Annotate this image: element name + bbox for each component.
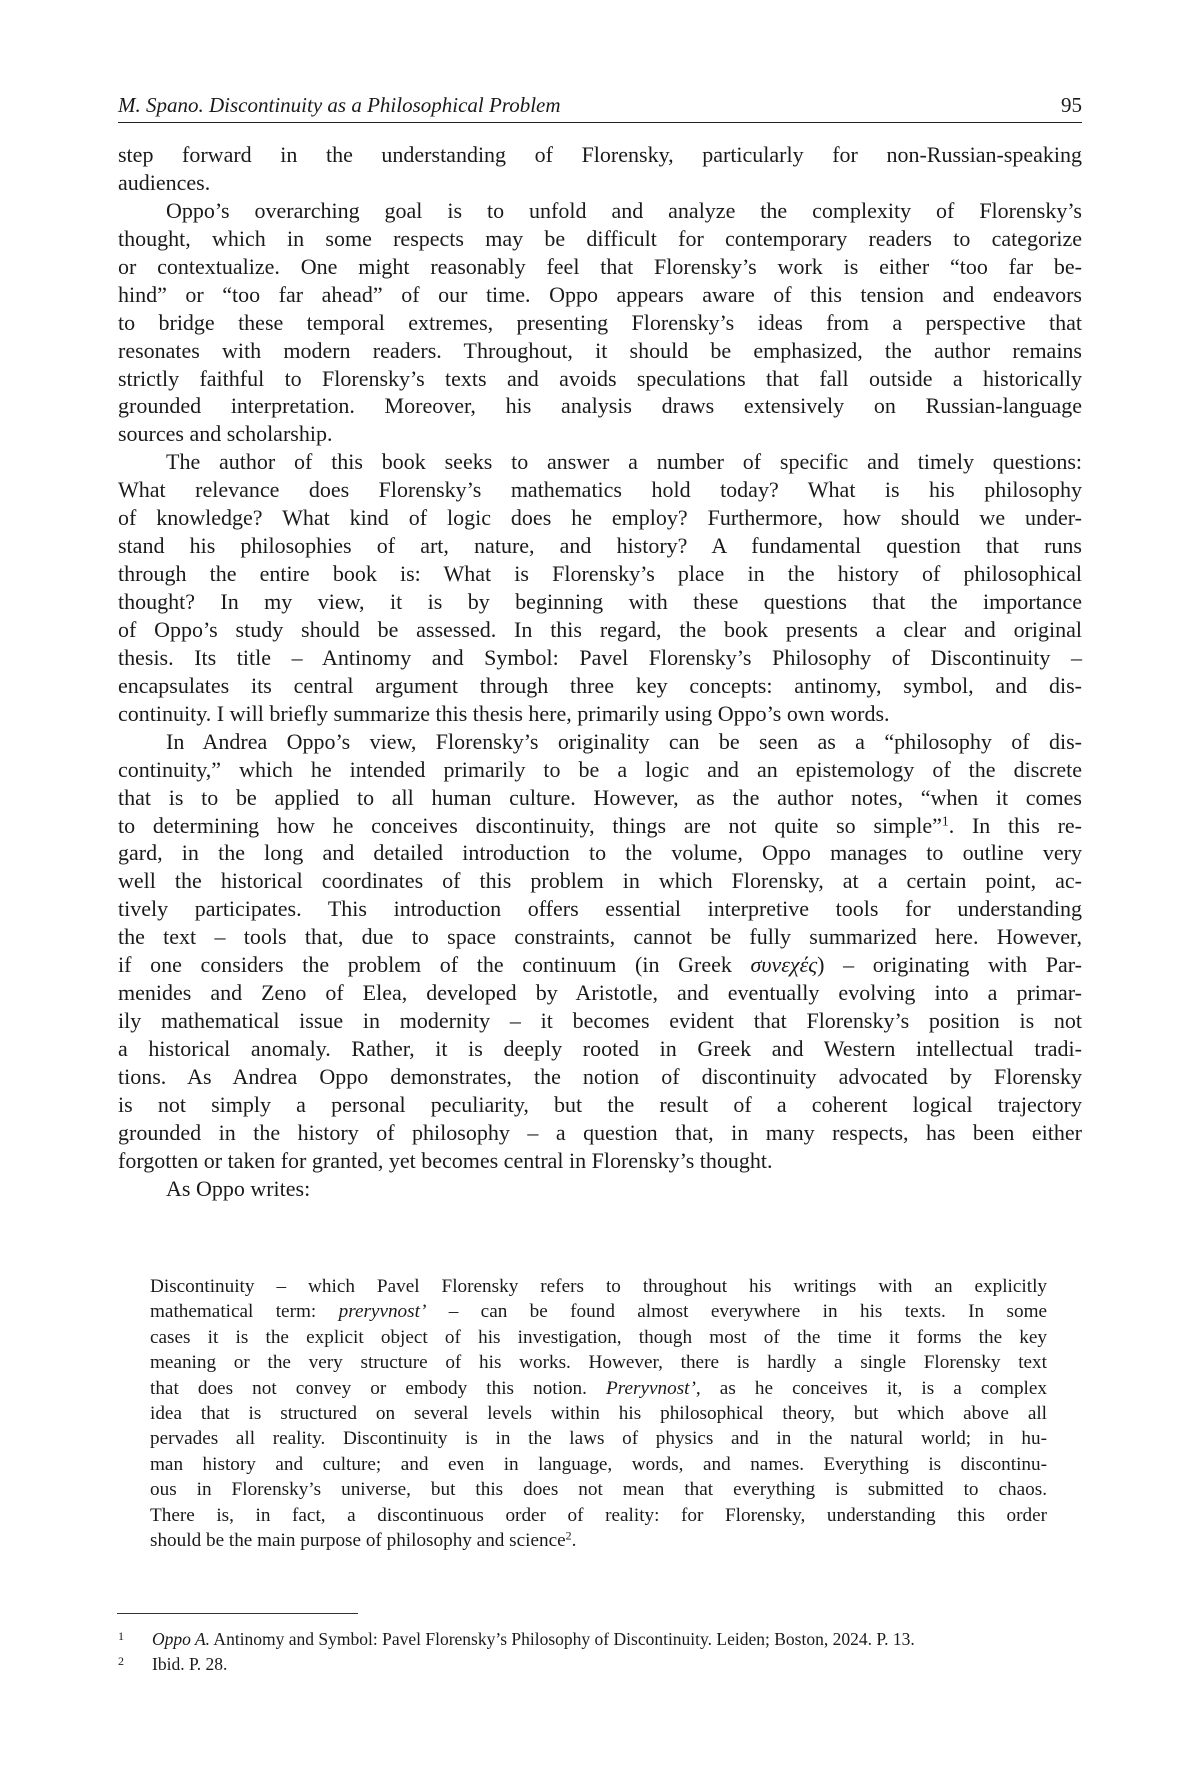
paragraph-2 — [118, 197, 1082, 448]
text-line: or contextualize. One might reasonably feel that Florensky’s work is either “too far be- — [118, 253, 1082, 279]
text-line: of Oppo’s study should be assessed. In this regard, the book presents a clear and original — [118, 616, 1082, 642]
text-segment: should be the main purpose of philosophy and science — [150, 1529, 566, 1551]
text-segment: ) – originating with Par- — [817, 952, 1082, 978]
text-line — [118, 951, 1082, 979]
text-line: to bridge these temporal extremes, presenting Florensky’s ideas from a perspective that — [118, 309, 1082, 335]
text-line: The author of this book seeks to answer a number of specific and timely questions: — [166, 449, 1082, 475]
text-line: tions. As Andrea Oppo demonstrates, the notion of discontinuity advocated by Florensky — [118, 1063, 1082, 1089]
footnote-text — [152, 1627, 915, 1652]
quote-line: man history and culture; and even in language, words, and names. Everything is discontinu- — [150, 1453, 1047, 1475]
text-line: thought, which in some respects may be difficult for contemporary readers to categorize — [118, 225, 1082, 251]
paragraph-5 — [118, 1175, 1082, 1203]
text-segment: if one considers the problem of the continuum (in Greek — [118, 952, 751, 978]
block-quote — [150, 1274, 1047, 1553]
quote-line — [150, 1376, 1047, 1401]
text-line: resonates with modern readers. Throughout, it should be emphasized, the author remains — [118, 337, 1082, 363]
footnote-text — [152, 1652, 227, 1677]
italic-term: preryvnost’ — [338, 1301, 427, 1323]
quote-line: pervades all reality. Discontinuity is in the laws of physics and in the natural world; in hu- — [150, 1428, 1047, 1450]
text-line: menides and Zeno of Elea, developed by Aristotle, and eventually evolving into a primar- — [118, 980, 1082, 1006]
text-line: stand his philosophies of art, nature, and history? A fundamental question that runs — [118, 533, 1082, 559]
text-line — [118, 812, 1082, 840]
text-line: that is to be applied to all human culture. However, as the author notes, “when it comes — [118, 784, 1082, 810]
text-line: is not simply a personal peculiarity, but the result of a coherent logical trajectory — [118, 1091, 1082, 1117]
header-rule — [118, 122, 1082, 123]
footnote-2 — [118, 1652, 1082, 1677]
text-line: grounded interpretation. Moreover, his analysis draws extensively on Russian-language — [118, 393, 1082, 419]
text-line: hind” or “too far ahead” of our time. Oppo appears aware of this tension and endeavors — [118, 281, 1082, 307]
footnote-number: 1 — [118, 1629, 124, 1643]
footnote-ref-1[interactable]: 1 — [941, 813, 949, 828]
footnote-citation: Antinomy and Symbol: Pavel Florensky’s Philosophy of Discontinuity. Leiden; Boston, 2024. P. 13. — [210, 1629, 915, 1649]
quote-line: idea that is structured on several levels within his philosophical theory, but which above all — [150, 1402, 1047, 1424]
text-line: gard, in the long and detailed introduction to the volume, Oppo manages to outline very — [118, 840, 1082, 866]
text-line: thesis. Its title – Antinomy and Symbol: Pavel Florensky’s Philosophy of Discontinuity – — [118, 644, 1082, 670]
quote-line — [150, 1299, 1047, 1324]
footnote-author: Oppo A. — [152, 1629, 211, 1649]
footnote-1 — [118, 1627, 1082, 1652]
quote-line: Discontinuity – which Pavel Florensky refers to throughout his writings with an explicitly — [150, 1276, 1047, 1297]
text-line: continuity,” which he intended primarily to be a logic and an epistemology of the discrete — [118, 756, 1082, 782]
text-line: Oppo’s overarching goal is to unfold and analyze the complexity of Florensky’s — [166, 197, 1082, 223]
italic-term: Preryvnost’ — [606, 1377, 696, 1399]
footnotes — [118, 1627, 1082, 1676]
running-header — [118, 91, 1082, 121]
text-line: encapsulates its central argument through three key concepts: antinomy, symbol, and dis- — [118, 672, 1082, 698]
quote-line: meaning or the very structure of his works. However, there is hardly a single Florensky text — [150, 1352, 1047, 1374]
text-line: In Andrea Oppo’s view, Florensky’s originality can be seen as a “philosophy of dis- — [166, 728, 1082, 754]
footnote-number: 2 — [118, 1653, 124, 1668]
paragraph-3 — [118, 448, 1082, 727]
text-line: the text – tools that, due to space constraints, cannot be fully summarized here. However, — [118, 924, 1082, 950]
text-segment: to determining how he conceives discontinuity, things are not quite so simple” — [118, 812, 942, 838]
quote-line — [150, 1528, 1047, 1553]
text-line: sources and scholarship. — [118, 421, 333, 447]
body-text — [118, 141, 1082, 1203]
text-line: As Oppo writes: — [166, 1175, 311, 1201]
paragraph-1 — [118, 141, 1082, 197]
text-line: grounded in the history of philosophy – a question that, in many respects, has been either — [118, 1119, 1082, 1145]
text-segment: . In this re- — [948, 812, 1083, 838]
text-line: audiences. — [118, 169, 211, 195]
footnote-citation: Ibid. P. 28. — [152, 1653, 228, 1674]
text-segment: . — [571, 1529, 577, 1551]
quote-line: ous in Florensky’s universe, but this does not mean that everything is submitted to chaos. — [150, 1479, 1047, 1501]
text-segment: – can be found almost everywhere in his texts. In some — [426, 1301, 1048, 1323]
text-line: thought? In my view, it is by beginning with these questions that the importance — [118, 589, 1082, 614]
running-title: M. Spano. Discontinuity as a Philosophical Problem — [118, 93, 561, 117]
quote-line: cases it is the explicit object of his investigation, though most of the time it forms the key — [150, 1326, 1047, 1348]
text-segment: that does not convey or embody this notion. — [150, 1377, 607, 1399]
greek-term: συνεχές — [750, 952, 818, 978]
text-line: tively participates. This introduction offers essential interpretive tools for understanding — [118, 896, 1082, 922]
text-line: forgotten or taken for granted, yet becomes central in Florensky’s thought. — [118, 1147, 773, 1173]
text-segment: mathematical term: — [150, 1301, 339, 1323]
text-segment: , as he conceives it, is a complex — [695, 1377, 1047, 1399]
footnote-separator — [117, 1613, 358, 1614]
page-number: 95 — [1061, 93, 1082, 117]
text-line: well the historical coordinates of this problem in which Florensky, at a certain point, ac- — [118, 868, 1082, 894]
paragraph-4 — [118, 728, 1082, 1175]
quote-line: There is, in fact, a discontinuous order of reality: for Florensky, understanding this order — [150, 1504, 1047, 1526]
text-line: ily mathematical issue in modernity – it becomes evident that Florensky’s position is not — [118, 1008, 1082, 1034]
text-line: continuity. I will briefly summarize this thesis here, primarily using Oppo’s own words. — [118, 700, 890, 726]
text-line: strictly faithful to Florensky’s texts and avoids speculations that fall outside a historically — [118, 365, 1082, 391]
footnote-ref-2[interactable]: 2 — [565, 1528, 572, 1543]
text-line: step forward in the understanding of Florensky, particularly for non-Russian-speaking — [118, 142, 1082, 167]
text-line: What relevance does Florensky’s mathematics hold today? What is his philosophy — [118, 477, 1082, 503]
text-line: a historical anomaly. Rather, it is deeply rooted in Greek and Western intellectual tradi- — [118, 1036, 1082, 1061]
text-line: through the entire book is: What is Florensky’s place in the history of philosophical — [118, 561, 1082, 587]
text-line: of knowledge? What kind of logic does he employ? Furthermore, how should we under- — [118, 505, 1082, 531]
